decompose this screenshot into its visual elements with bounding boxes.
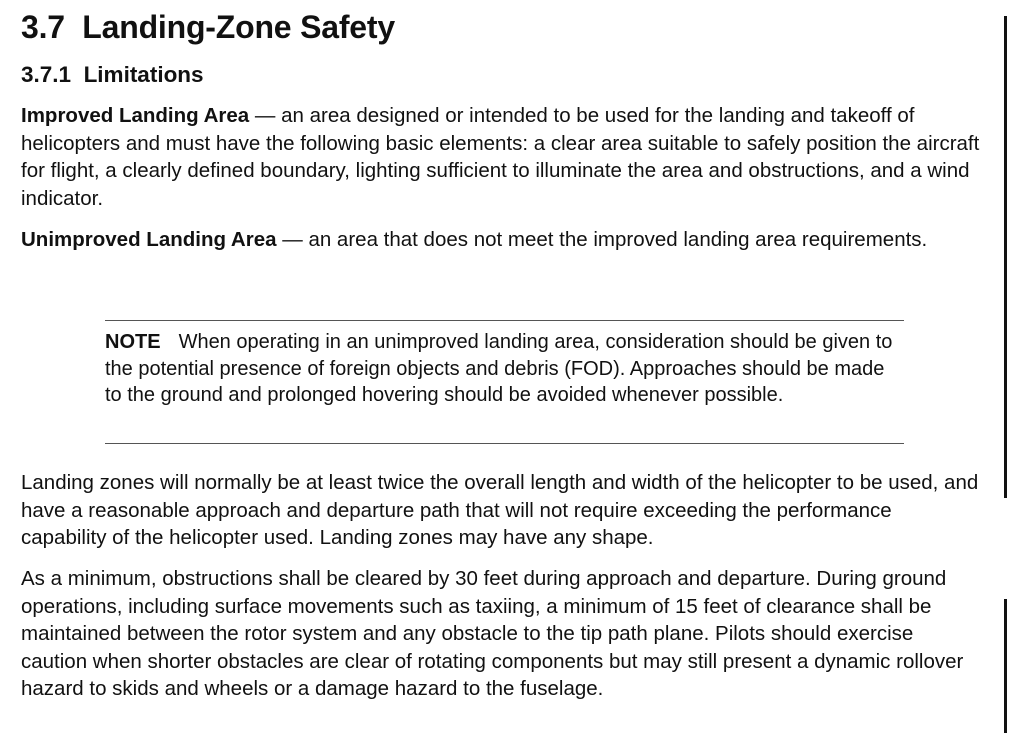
definition-term: Unimproved Landing Area xyxy=(21,228,277,251)
note-box xyxy=(105,320,904,444)
paragraph-obstruction-clearance: As a minimum, obstructions shall be cleared by 30 feet during approach and departure. During ground operations, including surface movements such as taxiing, a minimum of 15 feet of clearance shall be maintained between the rotor system and any obstacle to the tip path plane. Pilots should exercise caution when shorter obstacles are clear of rotating components but may still present a dynamic rollover hazard to skids and wheels or a damage hazard to the fuselage. xyxy=(21,567,964,700)
subsection-title: Limitations xyxy=(83,62,204,87)
definition-term: Improved Landing Area xyxy=(21,104,250,127)
paragraph-landing-zone-size: Landing zones will normally be at least twice the overall length and width of the helicopter to be used, and have a reasonable approach and departure path that will not require exceeding the performance capability of the helicopter used. Landing zones may have any shape. xyxy=(21,471,979,549)
subsection-number: 3.7.1 xyxy=(21,62,72,87)
definition-separator: — xyxy=(249,104,282,127)
definition-improved-landing-area xyxy=(21,102,981,212)
note-body xyxy=(105,329,900,409)
change-bar xyxy=(1004,16,1007,498)
definition-text: an area designed or intended to be used for the landing and takeoff of helicopters and must have the following basic elements: a clear area suitable to safely position the aircraft for flight, a clearly defined boundary, lighting sufficient to illuminate the area and obstructions, and a wind indicator. xyxy=(21,104,980,210)
note-text: When operating in an unimproved landing area, consideration should be given to the potential presence of foreign objects and debris (FOD). Approaches should be made to the ground and prolonged hovering should be avoided whenever possible. xyxy=(105,331,893,406)
section-heading xyxy=(21,8,395,46)
section-number: 3.7 xyxy=(21,9,65,45)
section-title: Landing-Zone Safety xyxy=(82,9,395,45)
subsection-heading xyxy=(21,61,204,89)
definition-unimproved-landing-area xyxy=(21,226,981,254)
note-label: NOTE xyxy=(105,331,161,353)
definition-text: an area that does not meet the improved landing area requirements. xyxy=(308,228,928,251)
definition-separator: — xyxy=(276,228,309,251)
change-bar xyxy=(1004,599,1007,733)
